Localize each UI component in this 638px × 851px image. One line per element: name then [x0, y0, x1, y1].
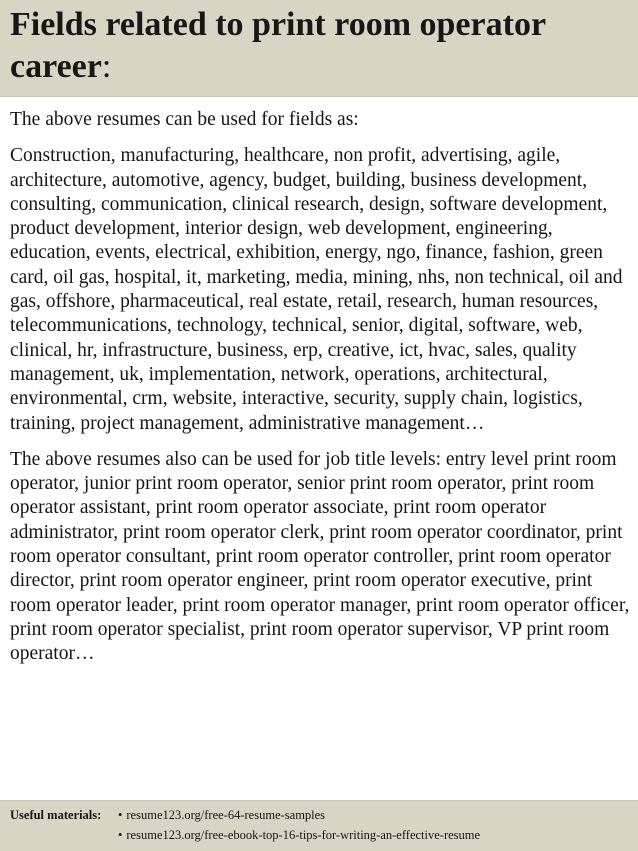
fields-paragraph: Construction, manufacturing, healthcare, non profit, advertising, agile, architecture, automotive, agency, budget, building, business development, consulting, communication, clinical research, design, software development, product development, interior design, web development, engineering, education, events, electrical, exhibition, energy, ngo, finance, fashion, green card, oil gas, hospital, it, marketing, media, mining, nhs, non technical, oil and gas, offshore, pharmaceutical, real estate, retail, research, human resources, telecommunications, technology, technical, senior, digital, software, web, clinical, hr, infrastructure, business, erp, creative, ict, hvac, sales, quality management, uk, implementation, network, operations, architectural, environmental, crm, website, interactive, security, supply chain, logistics, training, project management, administrative management… [10, 145, 623, 434]
resume-samples-link-text: resume123.org/free-64-resume-samples [126, 808, 326, 822]
page-title-text: Fields related to print room operator career [10, 6, 546, 85]
ebook-tips-link[interactable] [118, 825, 480, 845]
ebook-tips-link-text: resume123.org/free-ebook-top-16-tips-for-writing-an-effective-resume [126, 828, 481, 842]
page-title [10, 4, 630, 88]
job-levels-paragraph: The above resumes also can be used for job title levels: entry level print room operator, junior print room operator, senior print room operator, print room operator assistant, print room operator associate, print room operator administrator, print room operator clerk, print room operator coordinator, print room operator consultant, print room operator controller, print room operator director, print room operator engineer, print room operator executive, print room operator leader, print room operator manager, print room operator officer, print room operator specialist, print room operator supervisor, VP print room operator… [10, 448, 630, 665]
useful-materials-label [10, 805, 101, 825]
bullet-icon: • [118, 828, 123, 842]
useful-materials-label-colon: : [97, 808, 102, 822]
resume-samples-link[interactable] [118, 805, 480, 825]
header-band [0, 0, 638, 97]
main-content [10, 108, 630, 679]
page-title-colon: : [101, 48, 112, 85]
useful-materials-list [118, 805, 480, 845]
useful-materials-label-text: Useful materials [10, 808, 98, 822]
footer-band [0, 800, 638, 851]
intro-paragraph: The above resumes can be used for fields as: [10, 109, 359, 130]
bullet-icon: • [118, 808, 123, 822]
